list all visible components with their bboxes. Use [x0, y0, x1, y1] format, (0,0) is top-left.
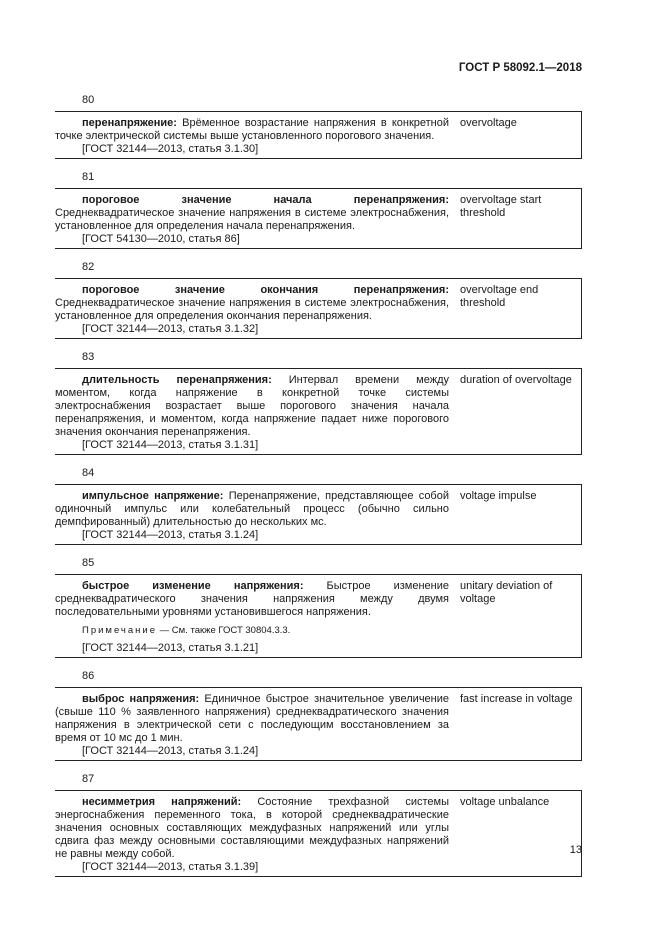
entry-number: 84 — [82, 467, 95, 479]
entry-definition — [55, 796, 449, 874]
term-entry — [55, 111, 582, 159]
term-name: несимметрия напряжений: — [82, 796, 242, 808]
entry-number: 86 — [82, 670, 95, 682]
term-english: overvoltage end threshold — [460, 284, 539, 309]
entry-number: 85 — [82, 557, 95, 569]
term-reference: [ГОСТ 32144—2013, статья 3.1.24] — [82, 745, 259, 757]
entry-number: 83 — [82, 351, 95, 363]
term-english: unitary deviation of voltage — [460, 580, 553, 605]
term-english: voltage unbalance — [460, 796, 550, 808]
term-entry — [55, 574, 582, 658]
term-definition: Врёменное возрастание напряжения в конкретной точке электрической системы выше установленного порогового значения. — [55, 117, 449, 142]
entry-number: 80 — [82, 94, 95, 106]
term-name: длительность перенапряжения: — [82, 374, 272, 386]
entry-definition — [55, 117, 449, 156]
page-number: 13 — [569, 844, 582, 856]
term-name: пороговое значение окончания перенапряжения: — [82, 284, 449, 296]
entry-number: 81 — [82, 171, 95, 183]
term-name: быстрое изменение напряжения: — [82, 580, 304, 592]
term-entry — [55, 484, 582, 545]
term-english: duration of overvoltage — [460, 374, 572, 386]
term-definition: Быстрое изменение среднеквадратического значения напряжения между двумя последовательными уровнями установившегося напряжения. — [55, 580, 449, 618]
terms-list — [55, 94, 582, 877]
entry-definition — [55, 580, 449, 655]
note-text: — См. также ГОСТ 30804.3.3. — [157, 625, 291, 636]
term-english: overvoltage start threshold — [460, 194, 542, 219]
note-label: Примечание — [82, 625, 157, 636]
entry-definition — [55, 194, 449, 246]
term-reference: [ГОСТ 32144—2013, статья 3.1.31] — [82, 439, 259, 451]
entry-definition — [55, 284, 449, 336]
term-reference: [ГОСТ 32144—2013, статья 3.1.30] — [82, 143, 259, 155]
document-header: ГОСТ Р 58092.1—2018 — [458, 62, 582, 74]
term-definition: Среднеквадратическое значение напряжения в системе электроснабжения, установленное для определения начала перенапряжения. — [55, 207, 449, 232]
term-entry — [55, 278, 582, 339]
term-reference: [ГОСТ 54130—2010, статья 86] — [82, 233, 240, 245]
term-reference: [ГОСТ 32144—2013, статья 3.1.39] — [82, 861, 259, 873]
term-entry — [55, 368, 582, 455]
term-definition: Перенапряжение, представляющее собой одиночный импульс или колебательный процесс (обычно сильно демпфированный) длительностью до нескольких мс. — [55, 490, 449, 528]
term-name: импульсное напряжение: — [82, 490, 224, 502]
term-name: пороговое значение начала перенапряжения: — [82, 194, 449, 206]
term-definition: Состояние трехфазной системы энергоснабжения переменного тока, в которой среднеквадратические значения основных составляющих междуфазных напряжений или углы сдвига фаз между основными составляющими междуфазных напряжений не равны между собой. — [55, 796, 449, 860]
entry-definition — [55, 490, 449, 542]
term-name: перенапряжение: — [82, 117, 177, 129]
term-name: выброс напряжения: — [82, 693, 200, 705]
term-entry — [55, 687, 582, 761]
term-definition: Среднеквадратическое значение напряжения в системе электроснабжения, установленное для определения окончания перенапряжения. — [55, 297, 449, 322]
entry-number: 87 — [82, 773, 95, 785]
term-english: fast increase in voltage — [460, 693, 573, 705]
term-reference: [ГОСТ 32144—2013, статья 3.1.24] — [82, 529, 259, 541]
term-english: overvoltage — [460, 117, 517, 129]
term-english: voltage impulse — [460, 490, 537, 502]
term-reference: [ГОСТ 32144—2013, статья 3.1.32] — [82, 323, 259, 335]
term-definition: Единичное быстрое значительное увеличение (свыше 110 % заявленного напряжения) среднеквадратического значения напряжения в электрической сети с последующим восстановлением за время от 10 мс до 1 мин. — [55, 693, 450, 744]
entry-definition — [55, 693, 449, 758]
term-note — [55, 624, 449, 637]
entry-definition — [55, 374, 449, 452]
term-definition: Интервал времени между моментом, когда напряжение в конкретной точке системы электроснабжения возрастает выше порогового значения начала перенапряжения, и моментом, когда напряжение падает ниже порогового значения окончания перенапряжения. — [55, 374, 449, 438]
entry-number: 82 — [82, 261, 95, 273]
term-entry — [55, 188, 582, 249]
term-entry — [55, 790, 582, 877]
term-reference: [ГОСТ 32144—2013, статья 3.1.21] — [82, 642, 259, 654]
